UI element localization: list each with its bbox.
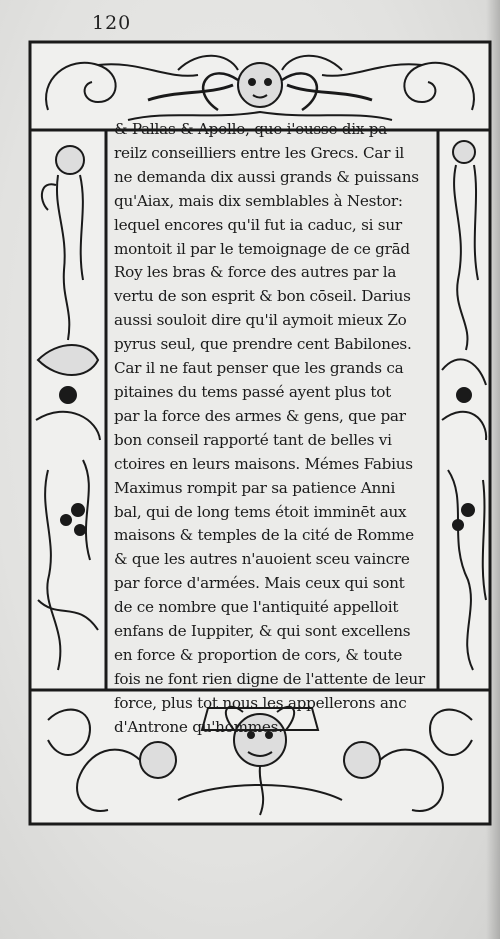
text-line: pyrus seul, que prendre cent Babilones. [114, 335, 412, 354]
text-line: maisons & temples de la cité de Romme [114, 526, 414, 545]
text-line: Maximus rompit par sa patience Anni [114, 478, 396, 497]
text-line: par force d'armées. Mais ceux qui sont [114, 574, 405, 593]
text-line: bon conseil rapporté tant de belles vi [114, 430, 392, 449]
text-line: lequel encores qu'il fut ia caduc, si sur [114, 215, 402, 234]
text-line: ctoires en leurs maisons. Mémes Fabius [114, 454, 413, 473]
text-line: fois ne font rien digne de l'attente de leur [114, 669, 425, 688]
text-line: montoit il par le temoignage de ce grād [114, 239, 410, 258]
text-line: en force & proportion de cors, & toute [114, 645, 403, 664]
text-line: qu'Aiax, mais dix semblables à Nestor: [114, 191, 403, 210]
text-line: par la force des armes & gens, que par [114, 406, 406, 425]
text-line: ne demanda dix aussi grands & puissans [114, 167, 419, 186]
text-line: pitaines du tems passé ayent plus tot [114, 382, 392, 401]
text-line: & que les autres n'auoient sceu vaincre [114, 550, 410, 569]
text-line: Car il ne faut penser que les grands ca [114, 359, 404, 378]
text-block [114, 118, 440, 740]
text-line: aussi souloit dire qu'il aymoit mieux Zo [114, 311, 407, 330]
text-line: enfans de Iuppiter, & qui sont excellens [114, 622, 411, 641]
text-line: & Pallas & Apollo, que i'eusse dix pa [114, 120, 388, 138]
text-line: bal, qui de long tems étoit imminēt aux [114, 502, 407, 521]
page-number: 120 [92, 12, 132, 34]
text-line: d'Antrone qu'hommes. [114, 717, 283, 736]
text-line: de ce nombre que l'antiquité appelloit [114, 598, 399, 617]
text-line: force, plus tot nous les appellerons anc [114, 693, 407, 712]
text-line: reilz conseilliers entre les Grecs. Car il [114, 143, 405, 162]
text-line: vertu de son esprit & bon cōseil. Darius [114, 287, 411, 306]
text-line: Roy les bras & force des autres par la [114, 263, 397, 282]
